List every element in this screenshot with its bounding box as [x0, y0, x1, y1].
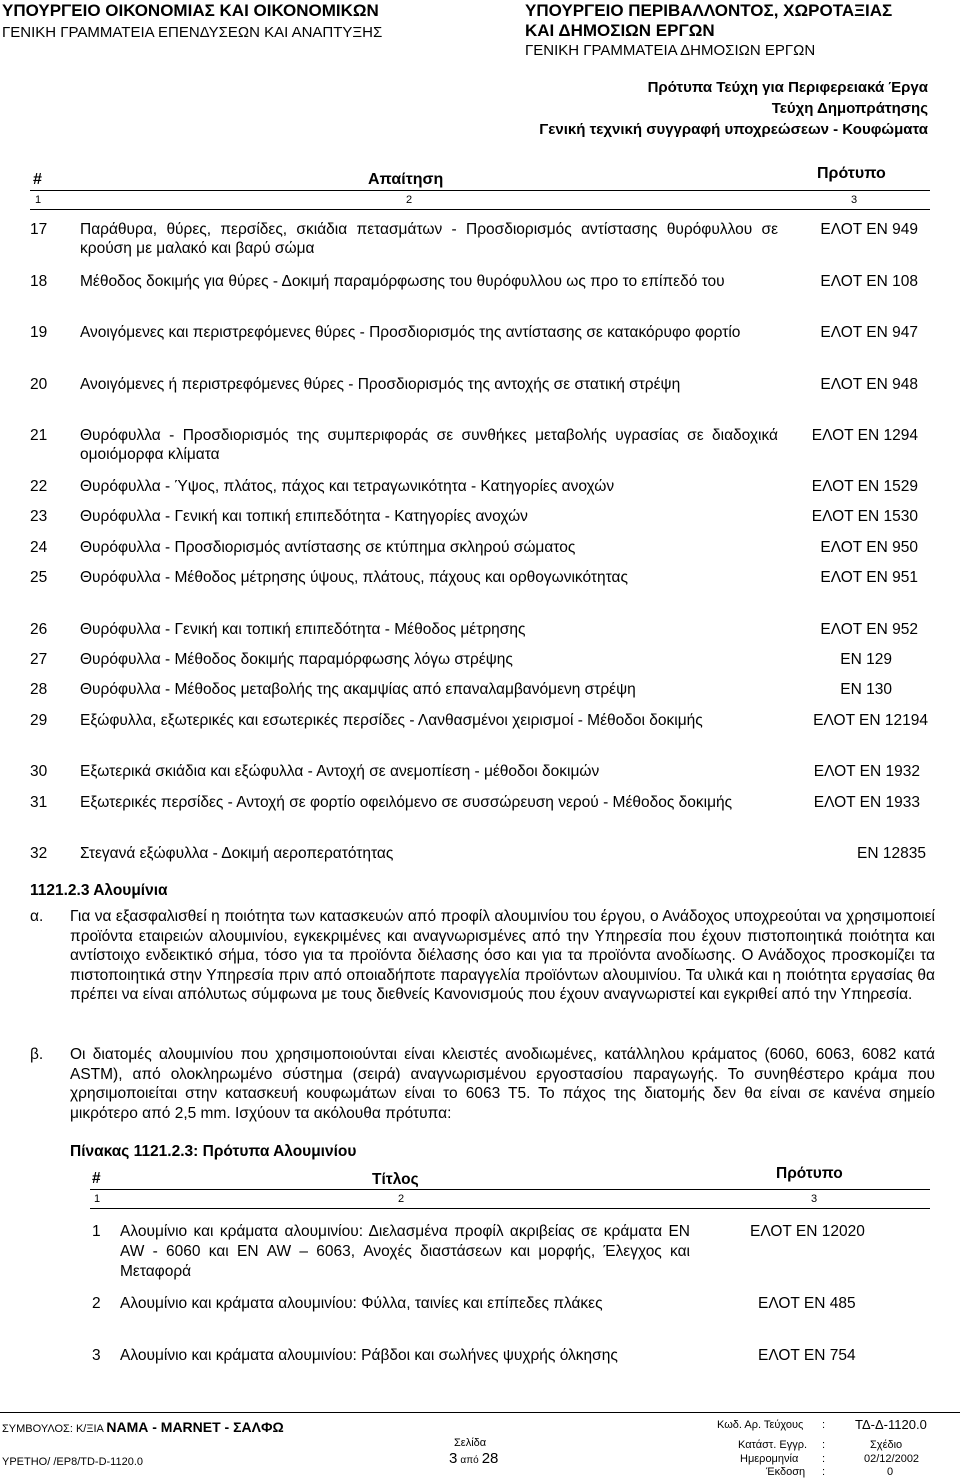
row-number: 20: [30, 376, 48, 393]
row-requirement: Εξωτερικά σκιάδια και εξώφυλλα - Αντοχή σε ανεμοπίεση - μέθοδοι δοκιμών: [80, 763, 600, 780]
row-requirement: Μέθοδος δοκιμής για θύρες - Δοκιμή παραμόρφωσης του θυρόφυλλου ως προ το επίπεδό του: [80, 273, 725, 290]
row-number: 24: [30, 539, 48, 556]
code-label: Κωδ. Αρ. Τεύχους: [717, 1419, 804, 1431]
page-of: από: [460, 1455, 479, 1466]
page-current: 3: [449, 1450, 458, 1467]
col-title-header: Τίτλος: [372, 1171, 419, 1188]
row-number: 17: [30, 221, 48, 238]
section-heading: 1121.2.3 Αλουμίνια: [30, 882, 168, 899]
row-title: Αλουμίνιο και κράματα αλουμινίου: Διελασμένα προφίλ ακριβείας σε κράματα ΕΝ AW - 6060 και ΕΝ AW – 6063, Ανοχές διαστάσεων και μορφής, Έλεγχος και Μεταφορά: [120, 1223, 690, 1280]
row-requirement: Ανοιγόμενες και περιστρεφόμενες θύρες - Προσδιορισμός της αντίστασης σε κατακόρυφο φορτίο: [80, 324, 741, 341]
footer-rule: [0, 1412, 960, 1413]
row-number: 32: [30, 845, 48, 862]
col-num-header: #: [33, 171, 42, 188]
row-number: 25: [30, 569, 48, 586]
table-rule: [90, 1189, 930, 1190]
col-index: 2: [398, 1193, 405, 1205]
row-standard: ΕΛΟΤ ΕΝ 951: [820, 569, 918, 586]
status-value: Σχέδιο: [870, 1439, 903, 1451]
status-label: Κατάστ. Εγγρ.: [738, 1439, 808, 1451]
row-number: 23: [30, 508, 48, 525]
row-number: 21: [30, 427, 48, 444]
row-number: 30: [30, 763, 48, 780]
row-title: Αλουμίνιο και κράματα αλουμινίου: Φύλλα, ταινίες και επίπεδες πλάκες: [120, 1295, 603, 1312]
row-title: Αλουμίνιο και κράματα αλουμινίου: Ράβδοι και σωλήνες ψυχρής όλκησης: [120, 1347, 618, 1364]
ministry-environment-title-line2: ΚΑΙ ΔΗΜΟΣΙΩΝ ΕΡΓΩΝ: [525, 21, 715, 40]
table-rule: [90, 1208, 930, 1209]
date-value: 02/12/2002: [864, 1453, 920, 1465]
row-standard: ΕΝ 129: [840, 651, 892, 668]
paragraph-a: [30, 907, 935, 1037]
consultant-name: ΝΑΜΑ - ΜΑRΝΕΤ - ΣΑΛΦΩ: [106, 1419, 284, 1435]
col-index: 1: [94, 1193, 101, 1205]
row-standard: ΕΛΟΤ ΕΝ 1932: [813, 763, 920, 780]
row-standard: ΕΝ 130: [840, 681, 892, 698]
edition-value: 0: [887, 1466, 894, 1478]
row-standard: ΕΛΟΤ ΕΝ 1530: [811, 508, 918, 525]
row-requirement: Θυρόφυλλα - Προσδιορισμός της συμπεριφοράς σε συνθήκες μεταβολής υγρασίας σε διαδοχικά ομοιόμορφα κλίματα: [80, 427, 778, 463]
col-index: 1: [35, 194, 42, 206]
row-requirement: Εξωτερικές περσίδες - Αντοχή σε φορτίο οφειλόμενο σε συσσώρευση νερού - Μέθοδος δοκιμής: [80, 794, 733, 811]
row-requirement: Θυρόφυλλα - Μέθοδος μεταβολής της ακαμψίας από επαναλαμβανόμενη στρέψη: [80, 681, 636, 698]
row-number: 1: [92, 1223, 101, 1240]
consultant-prefix: ΣΥΜΒΟΥΛΟΣ: Κ/ΞΙΑ: [2, 1423, 104, 1435]
doc-title-line2: Τεύχη Δημοπράτησης: [771, 100, 928, 117]
col-index: 3: [851, 194, 858, 206]
file-code: ΥΡΕΤΗΟ/ /ΕΡ8/ΤD-D-1120.0: [2, 1456, 144, 1468]
row-number: 22: [30, 478, 48, 495]
edition-label: Έκδοση: [766, 1466, 806, 1478]
row-standard: ΕΛΟΤ ΕΝ 1294: [811, 427, 918, 444]
col-standard-header: Πρότυπο: [776, 1165, 843, 1182]
row-number: 26: [30, 621, 48, 638]
col-index: 2: [406, 194, 413, 206]
row-standard: ΕΛΟΤ ΕΝ 952: [820, 621, 918, 638]
row-standard: ΕΛΟΤ ΕΝ 950: [820, 539, 918, 556]
row-standard: ΕΛΟΤ ΕΝ 12194: [813, 712, 928, 729]
row-standard: ΕΛΟΤ ΕΝ 949: [820, 221, 918, 238]
page-number: [449, 1450, 498, 1467]
doc-title-line3: Γενική τεχνική συγγραφή υποχρεώσεων - Κουφώματα: [539, 121, 928, 138]
row-requirement: Θυρόφυλλα - Μέθοδος μέτρησης ύψους, πλάτους, πάχους και ορθογωνικότητας: [80, 569, 628, 586]
col-requirement-header: Απαίτηση: [368, 171, 444, 188]
row-requirement: Εξώφυλλα, εξωτερικές και εσωτερικές περσίδες - Λανθασμένοι χειρισμοί - Μέθοδοι δοκιμής: [80, 712, 703, 729]
investment-secretariat: ΓΕΝΙΚΗ ΓΡΑΜΜΑΤΕΙΑ ΕΠΕΝΔΥΣΕΩΝ ΚΑΙ ΑΝΑΠΤΥΞΗΣ: [2, 24, 383, 41]
col-index: 3: [811, 1193, 818, 1205]
row-requirement: Στεγανά εξώφυλλα - Δοκιμή αεροπερατότητας: [80, 845, 394, 862]
col-standard-header: Πρότυπο: [817, 165, 886, 182]
edition-sep: :: [822, 1466, 826, 1478]
row-standard: ΕΛΟΤ ΕΝ 1529: [811, 478, 918, 495]
row-standard: ΕΛΟΤ ΕΝ 485: [758, 1295, 856, 1312]
row-standard: ΕΛΟΤ ΕΝ 1933: [813, 794, 920, 811]
page-label: Σελίδα: [454, 1437, 487, 1449]
row-number: 29: [30, 712, 48, 729]
row-number: 3: [92, 1347, 101, 1364]
row-standard: ΕΛΟΤ ΕΝ 948: [820, 376, 918, 393]
row-standard: ΕΝ 12835: [857, 845, 926, 862]
row-number: 19: [30, 324, 48, 341]
public-works-secretariat: ΓΕΝΙΚΗ ΓΡΑΜΜΑΤΕΙΑ ΔΗΜΟΣΙΩΝ ΕΡΓΩΝ: [525, 42, 816, 59]
row-number: 28: [30, 681, 48, 698]
row-number: 27: [30, 651, 48, 668]
doc-title-line1: Πρότυπα Τεύχη για Περιφερειακά Έργα: [647, 79, 928, 96]
row-requirement: Θυρόφυλλα - Ύψος, πλάτος, πάχος και τετραγωνικότητα - Κατηγορίες ανοχών: [80, 478, 615, 495]
row-requirement: Θυρόφυλλα - Μέθοδος δοκιμής παραμόρφωσης λόγω στρέψης: [80, 651, 513, 668]
row-number: 2: [92, 1295, 101, 1312]
paragraph-text: Για να εξασφαλισθεί η ποιότητα των κατασκευών από προφίλ αλουμινίου του έργου, ο Ανάδοχος υποχρεούται να χρησιμοποιεί προϊόντα εταιρειών αλουμινίου, εγκεκριμένες και αναγνωρισμένες από την Υπηρεσία που έχουν πιστοποιητικά ποιότητα και αντίστοιχο ενδεικτικό σήμα, τόσο για τα προϊόντα διέλασης όσο και για τα προϊόντα ανοδίωσης. Ο Ανάδοχος προσκομίζει τα πιστοποιητικά στην Υπηρεσία πριν από οποιαδήποτε παραγγελία προϊόντων αλουμινίου. Τα υλικά και η ποιότητα εργασίας θα πρέπει να είναι απόλυτως σύμφωνα με τους διεθνείς Κανονισμούς που έχουν αναγνωριστεί και εγκριθεί από την Υπηρεσία.: [70, 908, 935, 1003]
row-number: 31: [30, 794, 48, 811]
row-requirement: Παράθυρα, θύρες, περσίδες, σκιάδια πετασμάτων - Προσδιορισμός αντίστασης θυρόφυλλου σε κρούση με μαλακό και βαρύ σώμα: [80, 221, 778, 257]
paragraph-label: α.: [30, 908, 44, 925]
paragraph-text: Οι διατομές αλουμινίου που χρησιμοποιούνται είναι κλειστές ανοδιωμένες, κατάλληλου κράματος (6060, 6063, 6082 κατά ASTM), από ολοκληρωμένο σύστημα (σειρά) αναγνωρισμένου εργοστασίου παραγωγής. Το συνηθέστερο κράμα που χρησιμοποιείται στην κατασκευή κουφωμάτων είναι το 6063 Τ5. Το πάχος της διατομής δεν θα είναι σε κανένα σημείο μικρότερο από 2,5 mm. Ισχύουν τα ακόλουθα πρότυπα:: [70, 1046, 935, 1122]
paragraph-b: [30, 1045, 935, 1135]
date-label: Ημερομηνία: [740, 1453, 799, 1465]
footer-consultant: [2, 1419, 284, 1435]
row-standard: ΕΛΟΤ ΕΝ 754: [758, 1347, 856, 1364]
ministry-environment-title-line1: ΥΠΟΥΡΓΕΙΟ ΠΕΡΙΒΑΛΛΟΝΤΟΣ, ΧΩΡΟΤΑΞΙΑΣ: [525, 1, 893, 20]
table-caption: Πίνακας 1121.2.3: Πρότυπα Αλουμινίου: [70, 1143, 357, 1160]
status-sep: :: [822, 1439, 826, 1451]
row-number: 18: [30, 273, 48, 290]
row-requirement: Θυρόφυλλα - Γενική και τοπική επιπεδότητα - Μέθοδος μέτρησης: [80, 621, 526, 638]
row-requirement: Θυρόφυλλα - Γενική και τοπική επιπεδότητα - Κατηγορίες ανοχών: [80, 508, 528, 525]
page-total: 28: [481, 1450, 499, 1467]
code-sep: :: [822, 1419, 826, 1431]
table-rule: [30, 209, 930, 210]
ministry-economy-title: ΥΠΟΥΡΓΕΙΟ ΟΙΚΟΝΟΜΙΑΣ ΚΑΙ ΟΙΚΟΝΟΜΙΚΩΝ: [2, 1, 379, 20]
table-rule: [30, 190, 930, 191]
row-standard: ΕΛΟΤ ΕΝ 947: [820, 324, 918, 341]
date-sep: :: [822, 1453, 826, 1465]
row-standard: ΕΛΟΤ ΕΝ 108: [820, 273, 918, 290]
row-standard: ΕΛΟΤ ΕΝ 12020: [750, 1223, 865, 1240]
row-requirement: Ανοιγόμενες ή περιστρεφόμενες θύρες - Προσδιορισμός της αντοχής σε στατική στρέψη: [80, 376, 681, 393]
col-num-header: #: [92, 1170, 101, 1187]
code-value: ΤΔ-Δ-1120.0: [855, 1417, 927, 1432]
row-requirement: Θυρόφυλλα - Προσδιορισμός αντίστασης σε κτύπημα σκληρού σώματος: [80, 539, 576, 556]
paragraph-label: β.: [30, 1046, 44, 1063]
